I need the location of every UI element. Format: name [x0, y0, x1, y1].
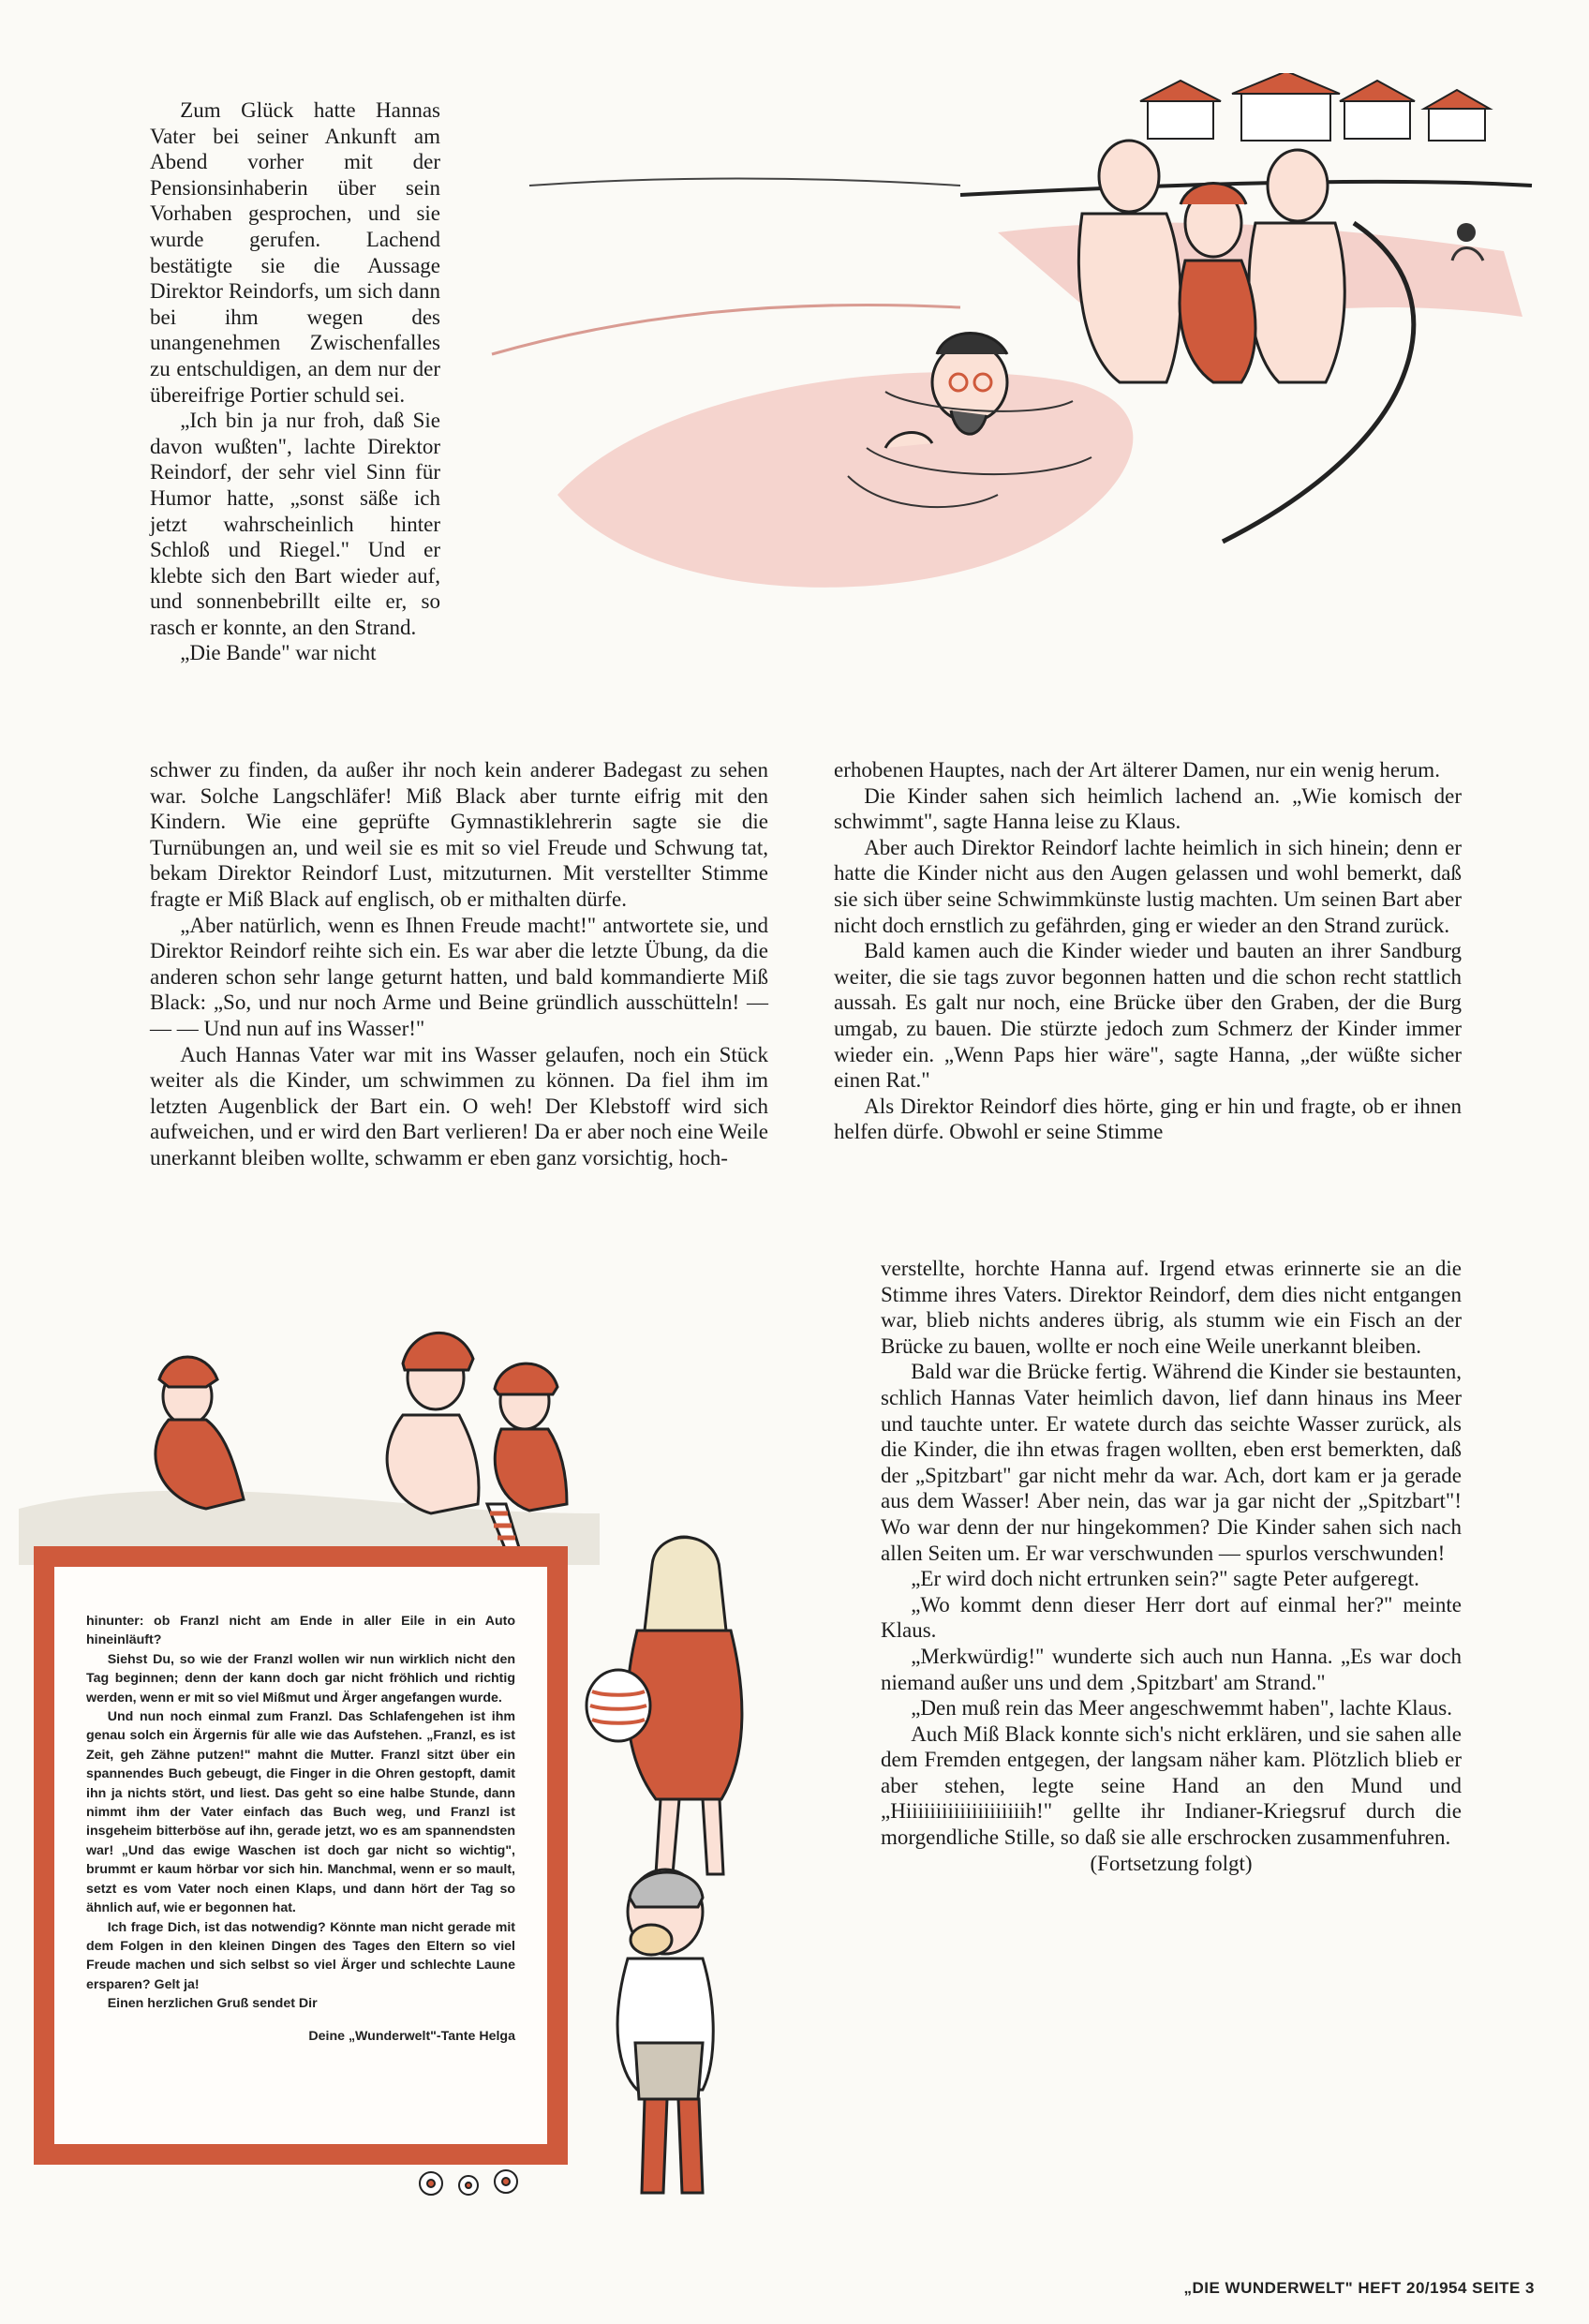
column-2-top: [834, 757, 1462, 1145]
paragraph: „Ich bin ja nur froh, daß Sie davon wußten", lachte Direktor Reindorf, der sehr viel Sinn für Humor hatte, „sonst säße ich jetzt wahrscheinlich hinter Schloß und Riegel." Und er klebte sich den Bart wieder auf, und sonnenbebrillt eilte er, so rasch er konnte, an den Strand.: [150, 409, 440, 639]
paragraph: Als Direktor Reindorf dies hörte, ging er hin und fragte, ob er ihnen helfen dürfe. Obwohl er seine Stimme: [834, 1094, 1462, 1144]
paragraph: „Aber natürlich, wenn es Ihnen Freude macht!" antwortete sie, und Direktor Reindorf reihte sich ein. Es war aber die letzte Übung, da die anderen schon sehr lange geturnt hatten, und bald kommandierte Miß Black: „So, und nur noch Arme und Beine gründlich ausschütteln! — — — Und nun auf ins Wasser!": [150, 913, 768, 1040]
continuation-note: (Fortsetzung folgt): [1090, 1851, 1253, 1875]
paragraph: Die Kinder sahen sich heimlich lachend an. „Wie komisch der schwimmt", sagte Hanna leise zu Klaus.: [834, 783, 1462, 834]
girl-boy-illustration: [562, 1518, 824, 2230]
page-footer: „DIE WUNDERWELT" HEFT 20/1954 SEITE 3: [1183, 2279, 1535, 2297]
paragraph: Aber auch Direktor Reindorf lachte heimlich in sich hinein; denn er hatte die Kinder nicht aus den Augen gelassen und wohl bemerkt, daß sie sich über seine Schwimmkünste lustig machten. Um seinen Bart aber nicht doch ernstlich zu gefährden, ging er wieder an den Strand zurück.: [834, 835, 1462, 937]
paragraph: Bald kamen auch die Kinder wieder und bauten an ihrer Sandburg weiter, die sie tags zuvor begonnen hatten und die schon recht stattlich aussah. Es galt nur noch, eine Brücke über den Graben, der die Burg umgab, zu bauen. Die stürzte jedoch zum Schmerz der Kinder immer wieder ein. „Wenn Paps hier wäre", sagte Hanna, „der wüßte sicher einen Rat.": [834, 939, 1462, 1093]
paragraph: verstellte, horchte Hanna auf. Irgend etwas erinnerte sie an die Stimme ihres Vaters. Direktor Reindorf, dem dies nicht entgangen war, blieb nichts anderes übrig, als stumm wie ein Fisch an der Brücke zu bauen, wollte er noch eine Weile unerkannt bleiben.: [881, 1257, 1462, 1358]
column-1-bottom: [150, 757, 768, 1171]
letter-paragraph: Und nun noch einmal zum Franzl. Das Schlafengehen ist ihm genau solch ein Ärgernis für alle wie das Aufstehen. „Franzl, es ist Zeit, geh Zähne putzen!" mahnt die Mutter. Franzl sitzt über ein spannendes Buch gebeugt, die Finger in die Ohren gestopft, damit ihn ja nichts stört, und liest. Das geht so eine halbe Stunde, dann nimmt ihm der Vater einfach das Buch weg, und Franzl ist insgeheim bitterböse auf ihn, gerade jetzt, wo es am spannendsten war! „Und das ewige Waschen ist doch gar nicht so wichtig", brummt er kaum hörbar vor sich hin. Manchmal, wenn er so mault, setzt es vom Vater noch einen Klaps, und dann hört der Tag so ähnlich auf, wie er begonnen hat.: [86, 1709, 515, 1916]
column-1-top: [150, 97, 440, 666]
paragraph: erhobenen Hauptes, nach der Art älterer Damen, nur ein wenig herum.: [834, 758, 1440, 782]
letter-paragraph: Einen herzlichen Gruß sendet Dir: [107, 1996, 318, 2012]
beach-illustration: [473, 73, 1551, 635]
children-illustration: [19, 1312, 600, 1565]
paragraph: Auch Miß Black konnte sich's nicht erklären, und sie sahen alle dem Fremden entgegen, der langsam näher kam. Plötzlich blieb er aber stehen, legte seine Hand an den Mund und „Hiiiiiiiiiiiiiiiiiiiih!" gellte ihr Indianer-Kriegsruf durch die morgendliche Stille, so daß sie alle erschrocken zusammenfuhren.: [881, 1721, 1462, 1850]
paragraph: „Merkwürdig!" wunderte sich auch nun Hanna. „Es war doch niemand außer uns und dem ‚Spitzbart' am Strand.": [881, 1644, 1462, 1694]
paragraph: Zum Glück hatte Hannas Vater bei seiner Ankunft am Abend vorher mit der Pensionsinhaberin über sein Vorhaben gesprochen, und sie wurde gerufen. Lachend bestätigte sie die Aussage Direktor Reindorfs, um sich dann bei ihm wegen des unangenehmen Zwischenfalles zu entschuldigen, an dem nur der übereifrige Portier schuld sei.: [150, 98, 440, 407]
letter-paragraph: Ich frage Dich, ist das notwendig? Könnte man nicht gerade mit dem Folgen in den kleinen Dingen des Tages den Eltern so viel Freude machen und sich selbst so viel Ärger und schlechte Laune ersparen? Gelt ja!: [86, 1919, 515, 1992]
letter-box: [34, 1546, 568, 2165]
paragraph: „Wo kommt denn dieser Herr dort auf einmal her?" meinte Klaus.: [881, 1592, 1462, 1643]
paragraph: schwer zu finden, da außer ihr noch kein anderer Badegast zu sehen war. Solche Langschläfer! Miß Black aber turnte eifrig mit den Kindern. Wie eine geprüfte Gymnastiklehrerin sagte sie die Turnübungen an, und weil sie es mit so viel Freude und Schwung tat, bekam Direktor Reindorf Lust, mitzuturnen. Mit verstellter Stimme fragte er Miß Black auf englisch, ob er mithalten dürfe.: [150, 758, 768, 911]
paragraph: „Den muß rein das Meer angeschwemmt haben", lachte Klaus.: [911, 1696, 1452, 1721]
letter-paragraph: hinunter: ob Franzl nicht am Ende in aller Eile in ein Auto hineinläuft?: [86, 1614, 515, 1648]
letter-paragraph: Siehst Du, so wie der Franzl wollen wir nun wirklich nicht den Tag beginnen; denn der kann doch gar nicht fröhlich und richtig werden, wenn er mit so viel Mißmut und Ärger angefangen wurde.: [86, 1651, 515, 1706]
paragraph: „Er wird doch nicht ertrunken sein?" sagte Peter aufgeregt.: [911, 1567, 1419, 1591]
column-2-bottom: [881, 1256, 1462, 1876]
paragraph: Bald war die Brücke fertig. Während die Kinder sie bestaunten, schlich Hannas Vater heimlich davon, lief dann hinaus ins Meer und tauchte unter. Er watete durch das seichte Wasser zurück, als die Kinder, die ihn etwas fragen wollten, eben erst bemerkten, daß der „Spitzbart" gar nicht mehr da war. Ach, dort kam er ja gerade aus dem Wasser! Aber nein, das war ja gar nicht der „Spitzbart"! Wo war denn der nur hingekommen? Die Kinder sahen sich nach allen Seiten um. Er war verschwunden — spurlos verschwunden!: [881, 1360, 1462, 1565]
letter-signature: Deine „Wunderwelt"-Tante Helga: [308, 2028, 515, 2044]
flowers-decoration: [394, 2155, 581, 2212]
paragraph: Auch Hannas Vater war mit ins Wasser gelaufen, noch ein Stück weiter als die Kinder, um schwimmen zu können. Da fiel ihm im letzten Augenblick der Bart ein. O weh! Der Klebstoff wird sich aufweichen, und er wird den Bart verlieren! Da er aber noch eine Weile unerkannt bleiben wollte, schwamm er eben ganz vorsichtig, hoch-: [150, 1042, 768, 1169]
paragraph: „Die Bande" war nicht: [180, 641, 377, 665]
